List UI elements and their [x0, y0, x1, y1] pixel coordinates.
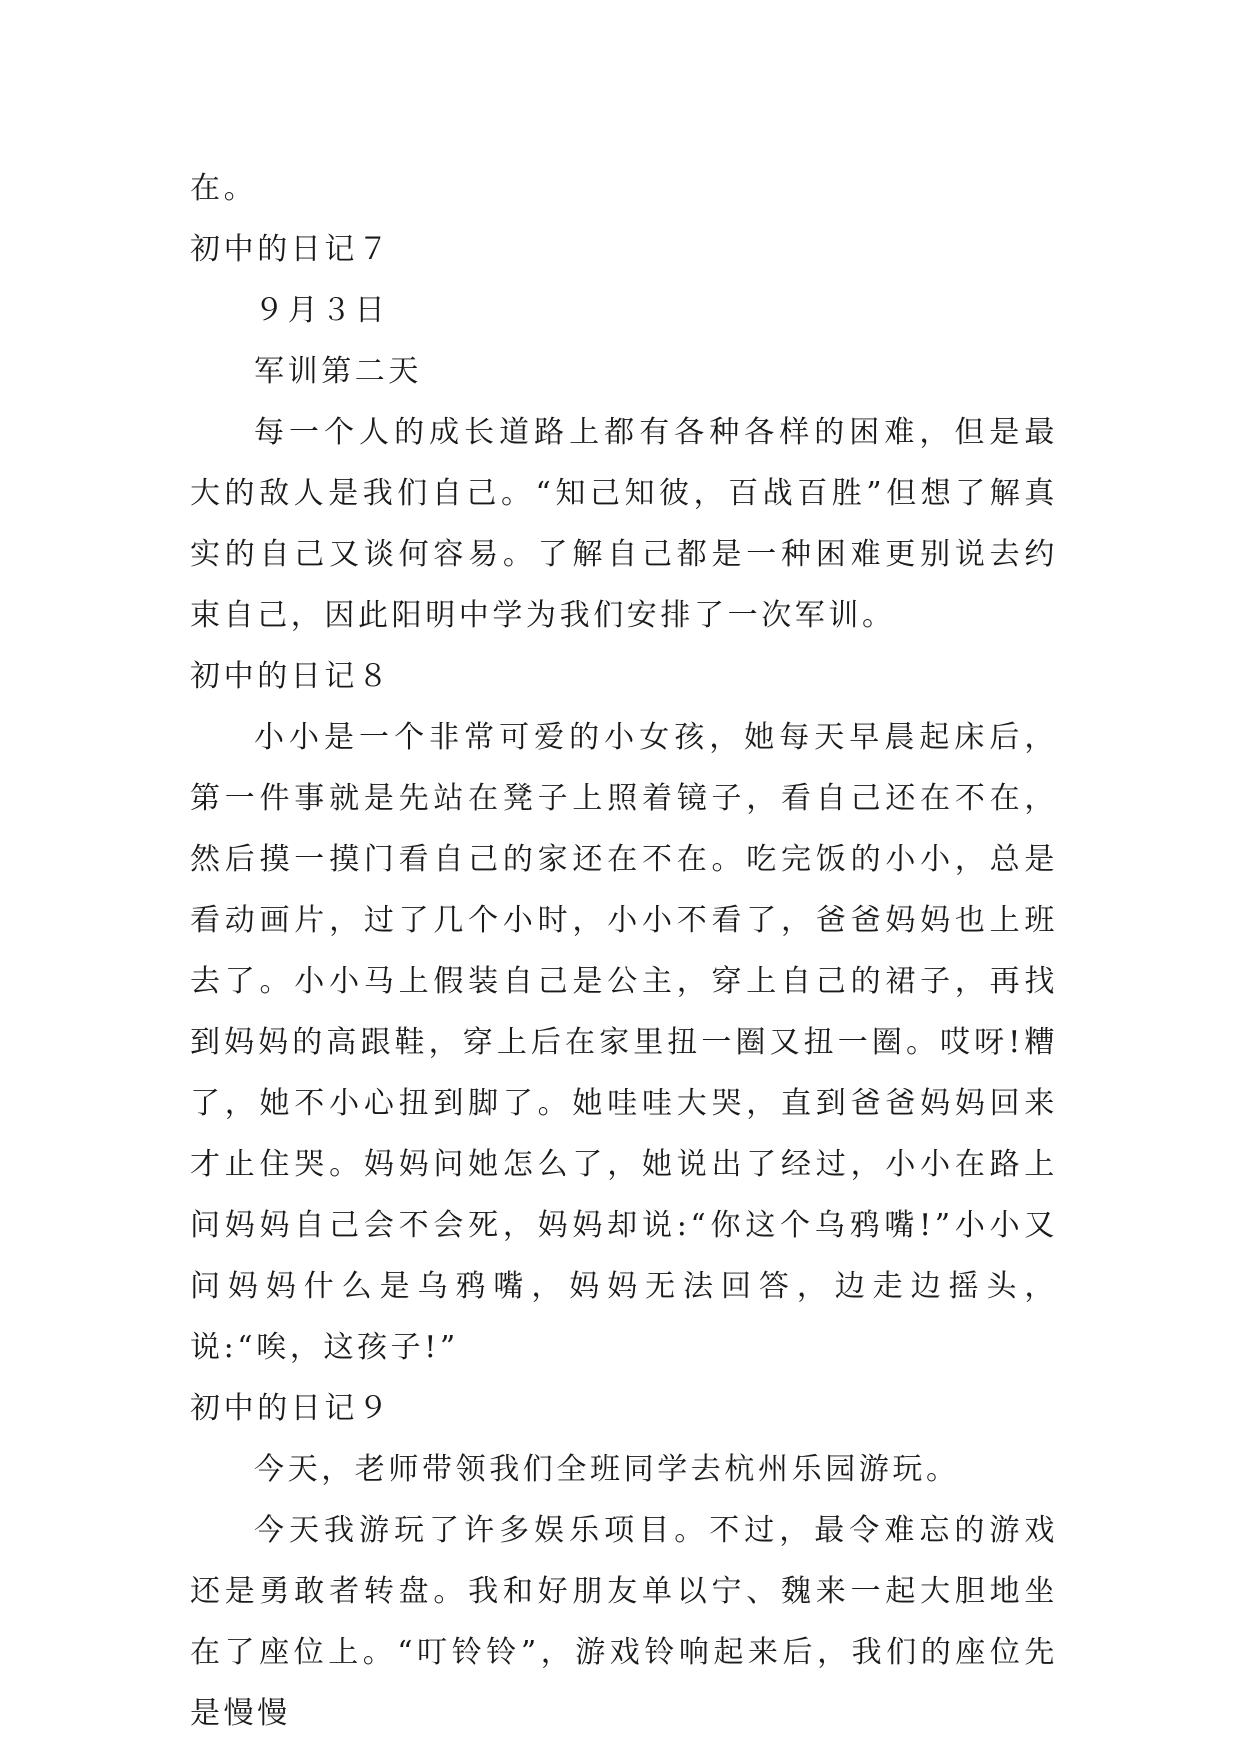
document-page [190, 158, 1058, 1744]
diary-paragraph: 小小是一个非常可爱的小女孩，她每天早晨起床后，第一件事就是先站在凳子上照着镜子，看自己还在不在，然后摸一摸门看自己的家还在不在。吃完饭的小小，总是看动画片，过了几个小时，小小不看了，爸爸妈妈也上班去了。小小马上假装自己是公主，穿上自己的裙子，再找到妈妈的高跟鞋，穿上后在家里扭一圈又扭一圈。哎呀!糟了，她不小心扭到脚了。她哇哇大哭，直到爸爸妈妈回来才止住哭。妈妈问她怎么了，她说出了经过，小小在路上问妈妈自己会不会死，妈妈却说:“你这个乌鸦嘴!”小小又问妈妈什么是乌鸦嘴，妈妈无法回答，边走边摇头，说:“唉，这孩子!” [190, 720, 1058, 1365]
diary-paragraph: 今天，老师带领我们全班同学去杭州乐园游玩。 [254, 1452, 960, 1487]
diary-heading-8: 初中的日记８ [190, 659, 392, 694]
diary-heading-7: 初中的日记７ [190, 232, 392, 267]
diary-paragraph: 每一个人的成长道路上都有各种各样的困难，但是最大的敌人是我们自己。“知己知彼，百战百胜”但想了解真实的自己又谈何容易。了解自己都是一种困难更别说去约束自己，因此阳明中学为我们安排了一次军训。 [190, 415, 1058, 633]
paragraph-continuation: 在。 [190, 171, 258, 206]
diary-heading-9: 初中的日记９ [190, 1391, 392, 1426]
diary-paragraph: 今天我游玩了许多娱乐项目。不过，最令难忘的游戏还是勇敢者转盘。我和好朋友单以宁、魏来一起大胆地坐在了座位上。“叮铃铃”，游戏铃响起来后，我们的座位先是慢慢 [190, 1513, 1058, 1731]
diary-subtitle: 军训第二天 [254, 354, 422, 389]
diary-date: ９月３日 [254, 293, 389, 328]
